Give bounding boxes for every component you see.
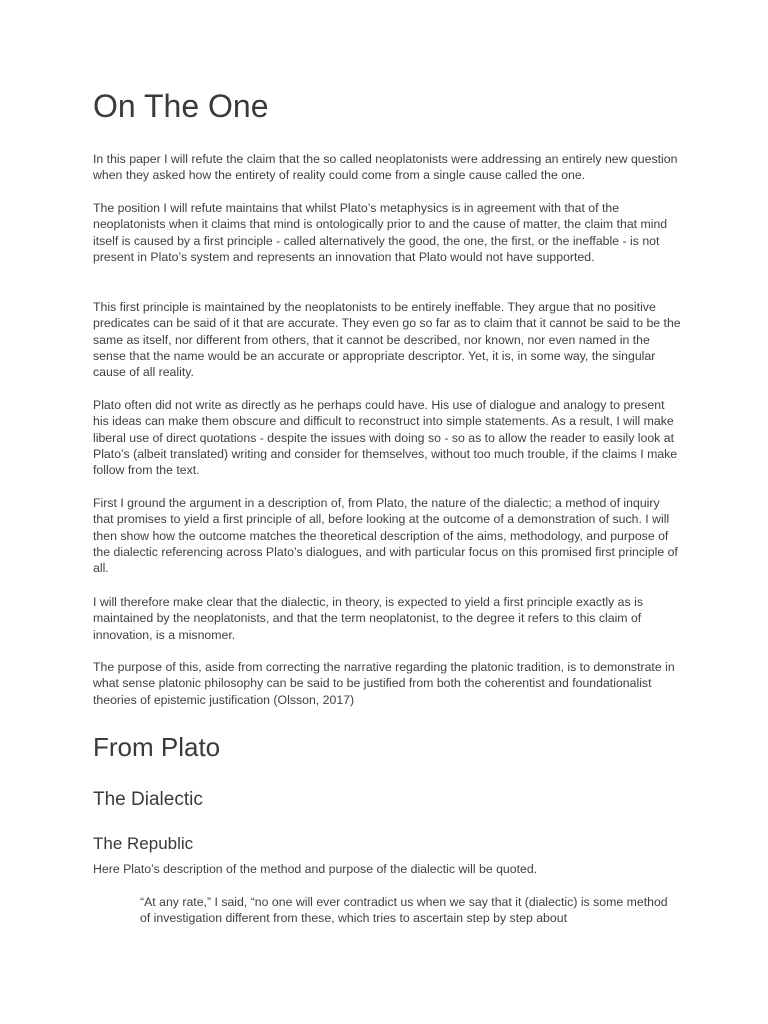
paragraph-plato-style: Plato often did not write as directly as he perhaps could have. His use of dialogue and analogy to present his ideas can make them obscure and difficult to reconstruct into simple statements. As a result, I will make liberal use of direct quotations - despite the issues with doing so - so as to allow the reader to easily look at Plato’s (albeit translated) writing and consider for themselves, without too much trouble, if the claims I make follow from the text. [93, 398, 678, 478]
subsection-heading: The Dialectic [93, 789, 203, 810]
paragraph-argument-outline: First I ground the argument in a description of, from Plato, the nature of the dialectic; a method of inquiry that promises to yield a first principle of all, before looking at the outcome of a demonstration of such. I will then show how the outcome matches the theoretical description of the aims, methodology, and purpose of the dialectic referencing across Plato’s dialogues, and with particular focus on this promised first principle of all. [93, 496, 678, 576]
document-title: On The One [93, 88, 269, 124]
intro-text: Here Plato’s description of the method and purpose of the dialectic will be quoted. [93, 862, 538, 876]
paragraph-purpose: The purpose of this, aside from correcting the narrative regarding the platonic tradition, is to demonstrate in what sense platonic philosophy can be said to be justified from both the coherentist and foundationalist theories of epistemic justification (Olsson, 2017) [93, 660, 675, 707]
paragraph-intro: In this paper I will refute the claim that the so called neoplatonists were addressing an entirely new question when they asked how the entirety of reality could come from a single cause called the one. [93, 152, 678, 183]
paragraph-conclusion: I will therefore make clear that the dialectic, in theory, is expected to yield a first principle exactly as is maintained by the neoplatonists, and that the term neoplatonist, to the degree it refers to this claim of innovation, is a misnomer. [93, 595, 643, 642]
subsubsection-heading: The Republic [93, 834, 194, 853]
section-heading: From Plato [93, 732, 221, 762]
paragraph-first-principle: This first principle is maintained by the neoplatonists to be entirely ineffable. They argue that no positive predicates can be said of it that are accurate. They even go so far as to claim that it cannot be said to be the same as itself, nor different from others, that it cannot be described, nor known, nor even named in the sense that the name would be an accurate or appropriate descriptor. Yet, it is, in some way, the singular cause of all reality. [93, 300, 681, 380]
block-quote: “At any rate,” I said, “no one will ever contradict us when we say that it (dialectic) is some method of investigation different from these, which tries to ascertain step by step about [140, 895, 668, 926]
paragraph-position: The position I will refute maintains that whilst Plato’s metaphysics is in agreement with that of the neoplatonists when it claims that mind is ontologically prior to and the cause of matter, the claim that mind itself is caused by a first principle - called alternatively the good, the one, the first, or the ineffable - is not present in Plato’s system and represents an innovation that Plato would not have supported. [93, 201, 668, 264]
